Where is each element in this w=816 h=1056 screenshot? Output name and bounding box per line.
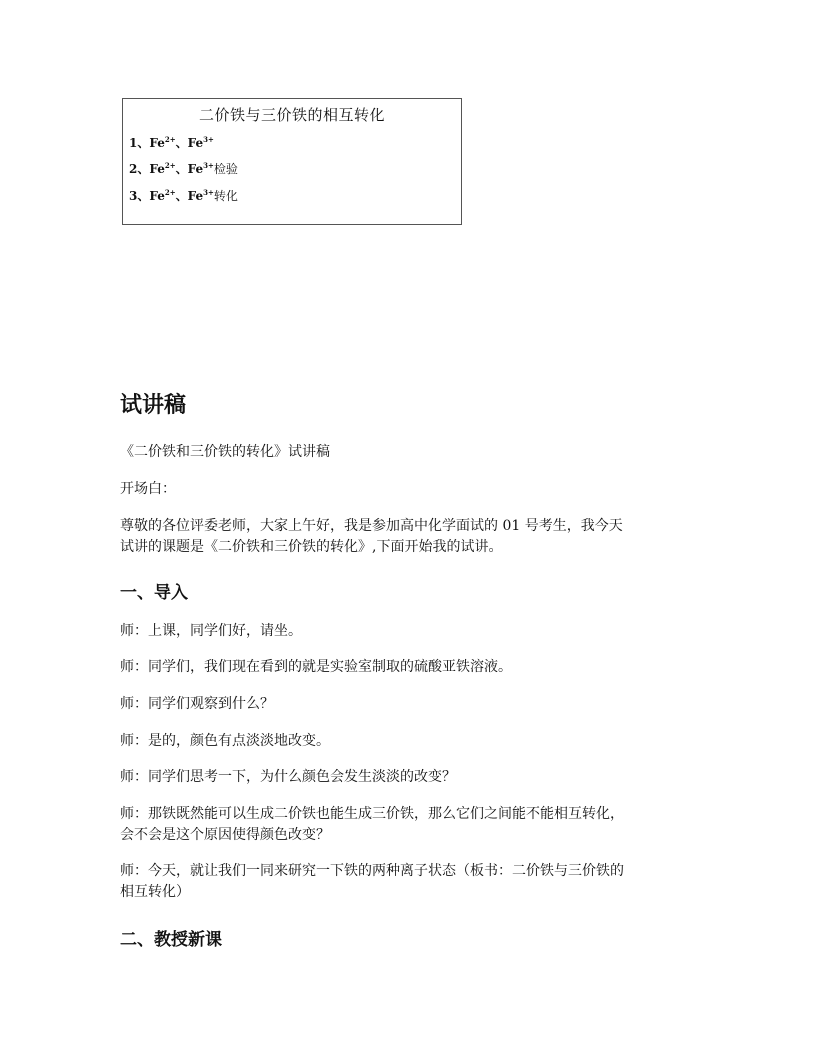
opening-label: 开场白： bbox=[120, 481, 176, 497]
board-item-1-prefix: 1、Fe bbox=[129, 136, 165, 150]
board-item-1-sup1: 2+ bbox=[164, 135, 176, 144]
section-heading-intro: 一、导入 bbox=[120, 583, 188, 603]
opening-line-2: 试讲的课题是《二价铁和三价铁的转化》,下面开始我的试讲。 bbox=[120, 539, 503, 555]
board-item-1-sup2: 3+ bbox=[203, 135, 214, 144]
paragraph-6-line-2: 会不会是这个原因使得颜色改变？ bbox=[120, 827, 330, 843]
paragraph-2: 师：同学们，我们现在看到的就是实验室制取的硫酸亚铁溶液。 bbox=[120, 659, 512, 675]
board-item-1 bbox=[129, 134, 214, 151]
board-item-2 bbox=[129, 160, 238, 177]
board-item-3-sup1: 2+ bbox=[164, 188, 176, 197]
lecture-subtitle: 《二价铁和三价铁的转化》试讲稿 bbox=[120, 444, 330, 460]
board-item-3-tail: 转化 bbox=[213, 189, 238, 203]
board-item-2-mid: 、Fe bbox=[175, 162, 204, 176]
paragraph-6 bbox=[120, 804, 710, 846]
board-item-2-sup1: 2+ bbox=[164, 161, 176, 170]
paragraph-3: 师：同学们观察到什么？ bbox=[120, 696, 274, 712]
paragraph-7 bbox=[120, 861, 710, 903]
board-item-1-mid: 、Fe bbox=[175, 136, 204, 150]
board-item-3-mid: 、Fe bbox=[175, 189, 204, 203]
paragraph-4: 师：是的，颜色有点淡淡地改变。 bbox=[120, 733, 330, 749]
board-item-2-prefix: 2、Fe bbox=[129, 162, 165, 176]
section-heading-new-lesson: 二、教授新课 bbox=[120, 930, 222, 950]
opening-paragraph bbox=[120, 516, 710, 558]
board-item-3 bbox=[129, 187, 238, 204]
blackboard-figure bbox=[122, 98, 462, 225]
board-item-3-sup2: 3+ bbox=[203, 188, 214, 197]
board-item-2-sup2: 3+ bbox=[203, 161, 214, 170]
paragraph-1: 师：上课，同学们好，请坐。 bbox=[120, 623, 302, 639]
opening-line-1: 尊敬的各位评委老师，大家上午好，我是参加高中化学面试的 01 号考生，我今天 bbox=[120, 518, 623, 534]
paragraph-7-line-2: 相互转化） bbox=[120, 884, 190, 900]
paragraph-6-line-1: 师：那铁既然能可以生成二价铁也能生成三价铁，那么它们之间能不能相互转化， bbox=[120, 806, 624, 822]
board-title: 二价铁与三价铁的相互转化 bbox=[198, 106, 385, 124]
board-item-2-tail: 检验 bbox=[213, 162, 238, 176]
paragraph-5: 师：同学们思考一下，为什么颜色会发生淡淡的改变？ bbox=[120, 769, 456, 785]
document-title: 试讲稿 bbox=[120, 393, 187, 418]
paragraph-7-line-1: 师：今天，就让我们一同来研究一下铁的两种离子状态（板书：二价铁与三价铁的 bbox=[120, 863, 624, 879]
board-item-3-prefix: 3、Fe bbox=[129, 189, 165, 203]
